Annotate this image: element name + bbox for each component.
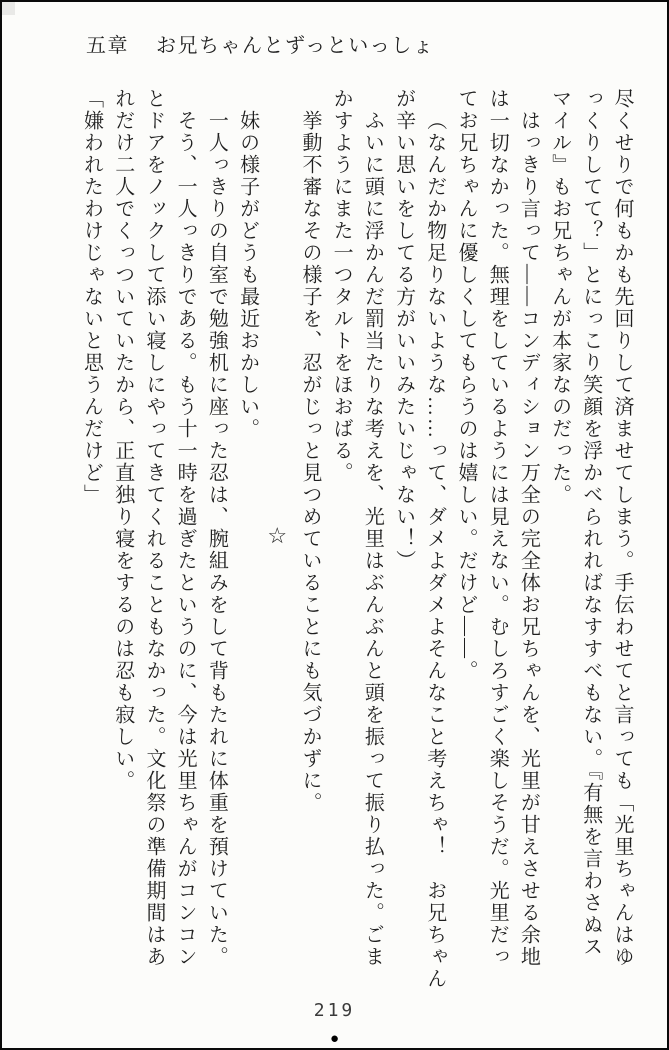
page-marker-dot: ● — [329, 1031, 340, 1047]
text-column: マイル』もお兄ちゃんが本家なのだった。 — [548, 88, 571, 506]
chapter-number: 五章 — [86, 35, 129, 57]
chapter-title: お兄ちゃんとずっといっしょ — [156, 35, 435, 57]
chapter-header — [86, 29, 434, 58]
text-column: とドアをノックして添い寝しにやってきてくれることもなかった。文化祭の準備期間はあ — [142, 88, 165, 968]
text-column: てお兄ちゃんに優しくしてもらうのは嬉しい。だけど――。 — [454, 88, 477, 682]
text-column: が辛い思いをしてる方がいいみたいじゃない！） — [392, 88, 415, 572]
text-column: 妹の様子がどうも最近おかしい。 — [236, 110, 259, 440]
page-number: 219 — [313, 1000, 356, 1021]
text-column: かすようにまた一つタルトをほおばる。 — [330, 88, 353, 484]
text-column: そう、一人っきりである。もう十一時を過ぎたというのに、今は光里ちゃんがコンコン — [174, 110, 197, 968]
text-column: れだけ二人でくっついていたから、正直独り寝をするのは忍も寂しい。 — [111, 88, 134, 792]
text-column: ふいに頭に浮かんだ罰当たりな考えを、光里はぶんぶんと頭を振って振り払った。ごま — [361, 110, 384, 968]
text-column: っくりしてて？」とにっこり笑顔を浮かべられればなすすべもない。『有無を言わさぬス — [579, 88, 602, 958]
section-divider-star: ☆ — [265, 523, 291, 549]
text-column: 尽くせりで何もかも先回りして済ませてしまう。手伝わせてと言っても「光里ちゃんはゆ — [611, 88, 633, 968]
text-columns — [41, 88, 637, 990]
text-column: （なんだか物足りないような……って、ダメよダメよそんなこと考えちゃ！ お兄ちゃん — [423, 110, 446, 990]
text-column: 「嫌われたわけじゃないと思うんだけど」 — [80, 88, 103, 506]
text-column: 一人っきりの自室で勉強机に座った忍は、腕組みをして背もたれに体重を預けていた。 — [205, 110, 228, 968]
scan-corner-artifact — [2, 2, 15, 15]
text-column: 挙動不審なその様子を、忍がじっと見つめていることにも気づかずに。 — [298, 110, 321, 814]
text-column: は一切なかった。無理をしているようには見えない。むしろすごく楽しそうだ。光里だっ — [486, 88, 509, 968]
text-column: はっきり言って――コンディション万全の完全体お兄ちゃんを、光里が甘えさせる余地 — [517, 110, 540, 968]
